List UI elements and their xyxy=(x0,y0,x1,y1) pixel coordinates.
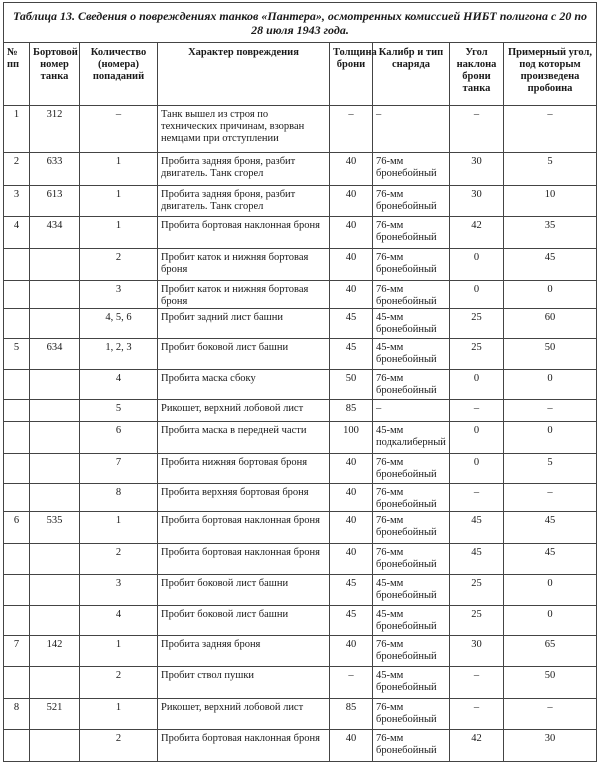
table-row xyxy=(4,249,597,281)
cell-slope: 0 xyxy=(450,249,504,281)
cell-armor: 40 xyxy=(330,512,373,544)
table-row xyxy=(4,454,597,484)
cell-hits: 2 xyxy=(80,544,158,575)
cell-angle: – xyxy=(504,699,597,730)
cell-shell: 76-мм бронебойный xyxy=(373,370,450,400)
header-slope: Угол наклона брони танка xyxy=(450,43,504,106)
cell-damage: Пробита задняя броня, разбит двигатель. Танк сгорел xyxy=(158,186,330,217)
cell-damage: Пробита верхняя бортовая броня xyxy=(158,484,330,512)
cell-hits: 3 xyxy=(80,281,158,309)
cell-armor: 85 xyxy=(330,699,373,730)
cell-hits: 7 xyxy=(80,454,158,484)
cell-shell: 76-мм бронебойный xyxy=(373,454,450,484)
cell-hits: 1, 2, 3 xyxy=(80,339,158,370)
cell-tank: 633 xyxy=(30,153,80,186)
cell-n xyxy=(4,249,30,281)
cell-armor: 40 xyxy=(330,281,373,309)
cell-damage: Пробита маска сбоку xyxy=(158,370,330,400)
cell-damage: Пробита бортовая наклонная броня xyxy=(158,217,330,249)
cell-n xyxy=(4,544,30,575)
cell-tank: 535 xyxy=(30,512,80,544)
cell-armor: – xyxy=(330,667,373,699)
table-row xyxy=(4,400,597,422)
cell-slope: 0 xyxy=(450,454,504,484)
cell-hits: 4 xyxy=(80,606,158,636)
cell-slope: 25 xyxy=(450,575,504,606)
cell-n xyxy=(4,575,30,606)
table-row xyxy=(4,281,597,309)
cell-angle: 30 xyxy=(504,730,597,762)
cell-angle: 45 xyxy=(504,544,597,575)
cell-armor: 40 xyxy=(330,153,373,186)
table-row xyxy=(4,730,597,762)
cell-armor: – xyxy=(330,106,373,153)
table-row xyxy=(4,186,597,217)
cell-slope: 45 xyxy=(450,512,504,544)
table-row xyxy=(4,153,597,186)
cell-n xyxy=(4,281,30,309)
table-row xyxy=(4,575,597,606)
cell-slope: – xyxy=(450,667,504,699)
cell-tank xyxy=(30,281,80,309)
cell-tank: 142 xyxy=(30,636,80,667)
cell-hits: 5 xyxy=(80,400,158,422)
cell-n: 2 xyxy=(4,153,30,186)
cell-damage: Пробита бортовая наклонная броня xyxy=(158,730,330,762)
table-row xyxy=(4,217,597,249)
cell-armor: 40 xyxy=(330,186,373,217)
cell-damage: Пробита бортовая наклонная броня xyxy=(158,544,330,575)
cell-armor: 45 xyxy=(330,309,373,339)
cell-damage: Рикошет, верхний лобовой лист xyxy=(158,699,330,730)
cell-tank xyxy=(30,484,80,512)
cell-hits: 1 xyxy=(80,153,158,186)
cell-n xyxy=(4,667,30,699)
cell-n xyxy=(4,484,30,512)
cell-armor: 40 xyxy=(330,249,373,281)
cell-damage: Пробита задняя броня xyxy=(158,636,330,667)
cell-slope: 25 xyxy=(450,309,504,339)
cell-n: 5 xyxy=(4,339,30,370)
cell-n xyxy=(4,309,30,339)
cell-n xyxy=(4,370,30,400)
cell-slope: – xyxy=(450,484,504,512)
cell-angle: 0 xyxy=(504,575,597,606)
table-row xyxy=(4,422,597,454)
header-shell: Калибр и тип снаряда xyxy=(373,43,450,106)
cell-armor: 45 xyxy=(330,606,373,636)
cell-n: 8 xyxy=(4,699,30,730)
cell-shell: 45-мм бронебойный xyxy=(373,309,450,339)
table-row xyxy=(4,544,597,575)
cell-angle: – xyxy=(504,400,597,422)
cell-tank xyxy=(30,730,80,762)
cell-damage: Пробит боковой лист башни xyxy=(158,339,330,370)
cell-tank: 613 xyxy=(30,186,80,217)
cell-slope: 30 xyxy=(450,153,504,186)
table-row xyxy=(4,667,597,699)
cell-n xyxy=(4,730,30,762)
cell-shell: 76-мм бронебойный xyxy=(373,153,450,186)
cell-n: 4 xyxy=(4,217,30,249)
cell-armor: 45 xyxy=(330,339,373,370)
header-armor: Толщина брони xyxy=(330,43,373,106)
cell-hits: 8 xyxy=(80,484,158,512)
cell-slope: 0 xyxy=(450,281,504,309)
header-tank-number: Бортовой номер танка xyxy=(30,43,80,106)
cell-damage: Танк вышел из строя по технических причинам, взорван немцами при отступлении xyxy=(158,106,330,153)
table-row xyxy=(4,484,597,512)
cell-n: 7 xyxy=(4,636,30,667)
cell-n xyxy=(4,606,30,636)
cell-armor: 40 xyxy=(330,454,373,484)
cell-slope: – xyxy=(450,106,504,153)
cell-damage: Пробита бортовая наклонная броня xyxy=(158,512,330,544)
cell-tank xyxy=(30,575,80,606)
cell-armor: 40 xyxy=(330,544,373,575)
title-row xyxy=(4,3,597,43)
cell-angle: 45 xyxy=(504,512,597,544)
cell-hits: 1 xyxy=(80,636,158,667)
cell-angle: 0 xyxy=(504,370,597,400)
cell-slope: 0 xyxy=(450,370,504,400)
cell-armor: 50 xyxy=(330,370,373,400)
cell-damage: Пробит задний лист башни xyxy=(158,309,330,339)
cell-slope: 25 xyxy=(450,339,504,370)
cell-damage: Пробит боковой лист башни xyxy=(158,575,330,606)
cell-tank xyxy=(30,667,80,699)
cell-tank: 634 xyxy=(30,339,80,370)
cell-shell: 76-мм бронебойный xyxy=(373,186,450,217)
cell-angle: 0 xyxy=(504,422,597,454)
table-row xyxy=(4,309,597,339)
cell-armor: 40 xyxy=(330,636,373,667)
cell-armor: 40 xyxy=(330,730,373,762)
cell-armor: 100 xyxy=(330,422,373,454)
cell-angle: 65 xyxy=(504,636,597,667)
cell-n: 6 xyxy=(4,512,30,544)
cell-shell: 45-мм подкалиберный xyxy=(373,422,450,454)
table-row xyxy=(4,512,597,544)
cell-tank xyxy=(30,309,80,339)
table-row xyxy=(4,636,597,667)
cell-tank: 312 xyxy=(30,106,80,153)
cell-shell: 76-мм бронебойный xyxy=(373,636,450,667)
cell-hits: 1 xyxy=(80,512,158,544)
cell-n: 3 xyxy=(4,186,30,217)
cell-damage: Пробит боковой лист башни xyxy=(158,606,330,636)
cell-damage: Пробита задняя броня, разбит двигатель. Танк сгорел xyxy=(158,153,330,186)
cell-angle: – xyxy=(504,484,597,512)
cell-hits: 4 xyxy=(80,370,158,400)
cell-slope: – xyxy=(450,699,504,730)
cell-hits: 1 xyxy=(80,186,158,217)
cell-shell: 76-мм бронебойный xyxy=(373,217,450,249)
cell-shell: 76-мм бронебойный xyxy=(373,249,450,281)
cell-tank xyxy=(30,400,80,422)
table-row xyxy=(4,106,597,153)
cell-slope: 42 xyxy=(450,730,504,762)
cell-armor: 40 xyxy=(330,217,373,249)
cell-hits: 6 xyxy=(80,422,158,454)
cell-hits: – xyxy=(80,106,158,153)
cell-shell: – xyxy=(373,106,450,153)
cell-angle: 60 xyxy=(504,309,597,339)
cell-damage: Пробита нижняя бортовая броня xyxy=(158,454,330,484)
cell-angle: 5 xyxy=(504,153,597,186)
cell-angle: 10 xyxy=(504,186,597,217)
cell-angle: – xyxy=(504,106,597,153)
table-row xyxy=(4,699,597,730)
cell-hits: 2 xyxy=(80,249,158,281)
cell-damage: Пробита маска в передней части xyxy=(158,422,330,454)
cell-n xyxy=(4,400,30,422)
cell-slope: 0 xyxy=(450,422,504,454)
header-row xyxy=(4,43,597,106)
cell-angle: 35 xyxy=(504,217,597,249)
cell-hits: 2 xyxy=(80,667,158,699)
cell-shell: – xyxy=(373,400,450,422)
document-page xyxy=(3,2,596,762)
cell-angle: 0 xyxy=(504,281,597,309)
cell-shell: 45-мм бронебойный xyxy=(373,606,450,636)
cell-angle: 0 xyxy=(504,606,597,636)
cell-tank: 521 xyxy=(30,699,80,730)
cell-shell: 45-мм бронебойный xyxy=(373,339,450,370)
damage-table xyxy=(3,2,597,762)
table-row xyxy=(4,339,597,370)
cell-slope: 45 xyxy=(450,544,504,575)
cell-angle: 50 xyxy=(504,667,597,699)
header-hits: Количество (номера) попаданий xyxy=(80,43,158,106)
cell-n xyxy=(4,422,30,454)
cell-shell: 76-мм бронебойный xyxy=(373,699,450,730)
cell-hits: 1 xyxy=(80,217,158,249)
header-angle: Примерный угол, под которым произведена пробоина xyxy=(504,43,597,106)
cell-tank xyxy=(30,606,80,636)
cell-slope: – xyxy=(450,400,504,422)
cell-tank xyxy=(30,544,80,575)
cell-shell: 76-мм бронебойный xyxy=(373,512,450,544)
cell-hits: 2 xyxy=(80,730,158,762)
cell-damage: Пробит каток и нижняя бортовая броня xyxy=(158,249,330,281)
cell-angle: 5 xyxy=(504,454,597,484)
cell-tank: 434 xyxy=(30,217,80,249)
cell-angle: 45 xyxy=(504,249,597,281)
cell-slope: 25 xyxy=(450,606,504,636)
table-row xyxy=(4,606,597,636)
cell-damage: Пробит ствол пушки xyxy=(158,667,330,699)
cell-shell: 76-мм бронебойный xyxy=(373,544,450,575)
cell-hits: 3 xyxy=(80,575,158,606)
table-title: Таблица 13. Сведения о повреждениях танков «Пантера», осмотренных комиссией НИБТ полигона с 20 по 28 июля 1943 года. xyxy=(4,3,597,43)
cell-armor: 40 xyxy=(330,484,373,512)
cell-n: 1 xyxy=(4,106,30,153)
cell-shell: 76-мм бронебойный xyxy=(373,730,450,762)
cell-hits: 4, 5, 6 xyxy=(80,309,158,339)
table-row xyxy=(4,370,597,400)
cell-damage: Пробит каток и нижняя бортовая броня xyxy=(158,281,330,309)
cell-tank xyxy=(30,422,80,454)
cell-shell: 45-мм бронебойный xyxy=(373,667,450,699)
cell-shell: 76-мм бронебойный xyxy=(373,484,450,512)
header-number: № пп xyxy=(4,43,30,106)
cell-tank xyxy=(30,249,80,281)
cell-n xyxy=(4,454,30,484)
cell-armor: 85 xyxy=(330,400,373,422)
cell-tank xyxy=(30,370,80,400)
header-damage: Характер повреждения xyxy=(158,43,330,106)
cell-armor: 45 xyxy=(330,575,373,606)
cell-hits: 1 xyxy=(80,699,158,730)
cell-slope: 30 xyxy=(450,186,504,217)
cell-slope: 30 xyxy=(450,636,504,667)
cell-tank xyxy=(30,454,80,484)
cell-angle: 50 xyxy=(504,339,597,370)
cell-shell: 45-мм бронебойный xyxy=(373,575,450,606)
cell-damage: Рикошет, верхний лобовой лист xyxy=(158,400,330,422)
cell-shell: 76-мм бронебойный xyxy=(373,281,450,309)
cell-slope: 42 xyxy=(450,217,504,249)
